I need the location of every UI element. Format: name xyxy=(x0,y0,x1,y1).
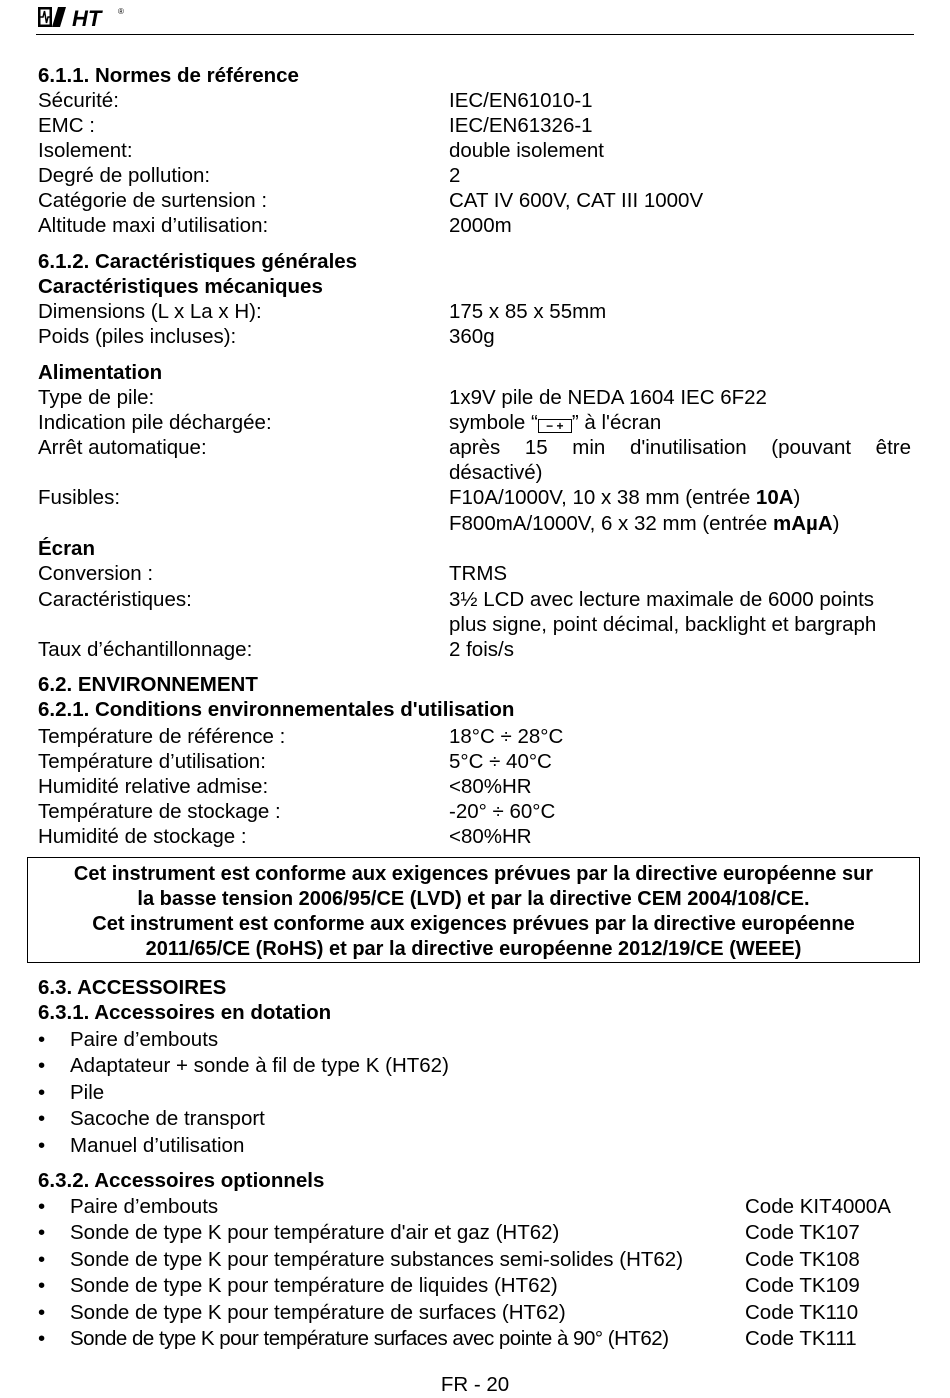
spec-label-emc: EMC : xyxy=(38,114,95,137)
fuse-1-end: ) xyxy=(793,486,801,509)
standard-accessory: Manuel d’utilisation xyxy=(70,1134,245,1157)
env-value-storage-temp: -20° ÷ 60°C xyxy=(449,800,556,823)
spec-label-pollution: Degré de pollution: xyxy=(38,164,211,187)
fuse-1-text: F10A/1000V, 10 x 38 mm (entrée xyxy=(449,486,756,509)
spec-value-auto-off-line2: désactivé) xyxy=(449,461,543,484)
list-item xyxy=(38,1134,244,1158)
accessory-code: Code TK107 xyxy=(745,1221,860,1244)
section-6-2-1-title: 6.2.1. Conditions environnementales d'utilisation xyxy=(38,698,515,721)
list-item xyxy=(38,1248,683,1272)
list-item xyxy=(38,1327,669,1351)
spec-value-battery-type: 1x9V pile de NEDA 1604 IEC 6F22 xyxy=(449,386,767,409)
spec-value-pollution: 2 xyxy=(449,164,461,187)
bullet-icon: • xyxy=(38,1221,46,1244)
spec-label-weight: Poids (piles incluses): xyxy=(38,325,237,348)
spec-value-fuse-2 xyxy=(449,512,839,536)
list-item xyxy=(38,1028,218,1052)
bullet-icon: • xyxy=(38,1274,46,1297)
logo-registered: ® xyxy=(118,7,124,16)
battery-icon: − + xyxy=(538,419,572,433)
optional-accessory: Sonde de type K pour température surfaces avec pointe à 90° (HT62) xyxy=(70,1327,669,1350)
notice-line-4: 2011/65/CE (RoHS) et par la directive européenne 2012/19/CE (WEEE) xyxy=(145,938,802,960)
bullet-icon: • xyxy=(38,1054,46,1077)
section-6-3-title: 6.3. ACCESSOIRES xyxy=(38,976,227,999)
optional-accessory: Sonde de type K pour température d'air et gaz (HT62) xyxy=(70,1221,560,1244)
standard-accessory: Sacoche de transport xyxy=(70,1107,265,1130)
section-6-1-1-title: 6.1.1. Normes de référence xyxy=(38,64,299,87)
fuse-2-text: F800mA/1000V, 6 x 32 mm (entrée xyxy=(449,512,773,535)
optional-accessory: Sonde de type K pour température de liquides (HT62) xyxy=(70,1274,558,1297)
bullet-icon: • xyxy=(38,1301,46,1324)
header-rule xyxy=(36,34,914,35)
env-value-humidity: <80%HR xyxy=(449,775,532,798)
standard-accessory: Adaptateur + sonde à fil de type K (HT62) xyxy=(70,1054,449,1077)
env-label-op-temp: Température d’utilisation: xyxy=(38,750,266,773)
section-6-2-title: 6.2. ENVIRONNEMENT xyxy=(38,673,258,696)
list-item xyxy=(38,1054,449,1078)
spec-label-altitude: Altitude maxi d’utilisation: xyxy=(38,214,269,237)
fuse-1-input: 10A xyxy=(755,486,794,509)
spec-value-low-battery xyxy=(449,411,661,435)
spec-label-sampling: Taux d’échantillonnage: xyxy=(38,638,253,661)
spec-label-dimensions: Dimensions (L x La x H): xyxy=(38,300,262,323)
ht-logo xyxy=(38,4,128,30)
low-battery-suffix: ” à l'écran xyxy=(571,411,662,434)
accessory-code: Code KIT4000A xyxy=(745,1195,891,1218)
accessory-code: Code TK110 xyxy=(745,1301,859,1324)
spec-value-dimensions: 175 x 85 x 55mm xyxy=(449,300,607,323)
spec-label-battery-type: Type de pile: xyxy=(38,386,155,409)
list-item xyxy=(38,1107,265,1131)
spec-label-safety: Sécurité: xyxy=(38,89,119,112)
section-6-3-1-title: 6.3.1. Accessoires en dotation xyxy=(38,1001,332,1024)
env-label-storage-humidity: Humidité de stockage : xyxy=(38,825,247,848)
bullet-icon: • xyxy=(38,1248,46,1271)
power-title: Alimentation xyxy=(38,361,163,384)
notice-line-2: la basse tension 2006/95/CE (LVD) et par la directive CEM 2004/108/CE. xyxy=(137,888,810,910)
spec-value-weight: 360g xyxy=(449,325,495,348)
spec-label-fuses: Fusibles: xyxy=(38,486,121,509)
bullet-icon: • xyxy=(38,1081,46,1104)
standard-accessory: Paire d’embouts xyxy=(70,1028,219,1051)
section-6-1-2-title: 6.1.2. Caractéristiques générales xyxy=(38,250,358,273)
spec-value-features-line2: plus signe, point décimal, backlight et bargraph xyxy=(449,613,877,636)
notice-line-1: Cet instrument est conforme aux exigences prévues par la directive européenne sur xyxy=(73,863,874,885)
optional-accessory: Sonde de type K pour température de surfaces (HT62) xyxy=(70,1301,566,1324)
compliance-notice xyxy=(27,857,920,963)
section-6-3-2-title: 6.3.2. Accessoires optionnels xyxy=(38,1169,325,1192)
spec-label-auto-off: Arrêt automatique: xyxy=(38,436,207,459)
spec-value-conversion: TRMS xyxy=(449,562,508,585)
env-value-ref-temp: 18°C ÷ 28°C xyxy=(449,725,564,748)
accessory-code: Code TK108 xyxy=(745,1248,860,1271)
list-item xyxy=(38,1274,558,1298)
standard-accessory: Pile xyxy=(70,1081,105,1104)
low-battery-prefix: symbole “ xyxy=(449,411,538,434)
env-label-ref-temp: Température de référence : xyxy=(38,725,286,748)
bullet-icon: • xyxy=(38,1028,46,1051)
bullet-icon: • xyxy=(38,1134,46,1157)
fuse-2-end: ) xyxy=(832,512,840,535)
notice-line-3: Cet instrument est conforme aux exigences prévues par la directive européenne xyxy=(92,913,855,935)
spec-value-insulation: double isolement xyxy=(449,139,604,162)
optional-accessory: Paire d’embouts xyxy=(70,1195,219,1218)
bullet-icon: • xyxy=(38,1195,46,1218)
list-item xyxy=(38,1195,218,1219)
spec-label-conversion: Conversion : xyxy=(38,562,154,585)
logo-brand: HT xyxy=(72,6,102,30)
screen-title: Écran xyxy=(38,537,95,560)
spec-label-low-battery: Indication pile déchargée: xyxy=(38,411,272,434)
spec-label-insulation: Isolement: xyxy=(38,139,133,162)
spec-value-features-line1: 3½ LCD avec lecture maximale de 6000 points xyxy=(449,588,875,611)
bullet-icon: • xyxy=(38,1107,46,1130)
list-item xyxy=(38,1301,566,1325)
spec-value-emc: IEC/EN61326-1 xyxy=(449,114,593,137)
spec-value-sampling: 2 fois/s xyxy=(449,638,514,661)
fuse-2-input: mAµA xyxy=(773,512,833,535)
bullet-icon: • xyxy=(38,1327,46,1350)
env-value-storage-humidity: <80%HR xyxy=(449,825,532,848)
spec-value-overvoltage: CAT IV 600V, CAT III 1000V xyxy=(449,189,704,212)
env-label-humidity: Humidité relative admise: xyxy=(38,775,269,798)
env-value-op-temp: 5°C ÷ 40°C xyxy=(449,750,552,773)
spec-value-fuse-1 xyxy=(449,486,800,510)
spec-label-features: Caractéristiques: xyxy=(38,588,192,611)
optional-accessory: Sonde de type K pour température substances semi-solides (HT62) xyxy=(70,1248,684,1271)
list-item xyxy=(38,1081,104,1105)
spec-value-safety: IEC/EN61010-1 xyxy=(449,89,593,112)
page-number: FR - 20 xyxy=(440,1373,510,1396)
accessory-code: Code TK111 xyxy=(745,1327,857,1350)
mechanical-title: Caractéristiques mécaniques xyxy=(38,275,323,298)
list-item xyxy=(38,1221,559,1245)
accessory-code: Code TK109 xyxy=(745,1274,860,1297)
env-label-storage-temp: Température de stockage : xyxy=(38,800,281,823)
spec-value-altitude: 2000m xyxy=(449,214,512,237)
spec-label-overvoltage: Catégorie de surtension : xyxy=(38,189,268,212)
spec-value-auto-off-line1: après 15 min d'inutilisation (pouvant être xyxy=(449,436,911,459)
